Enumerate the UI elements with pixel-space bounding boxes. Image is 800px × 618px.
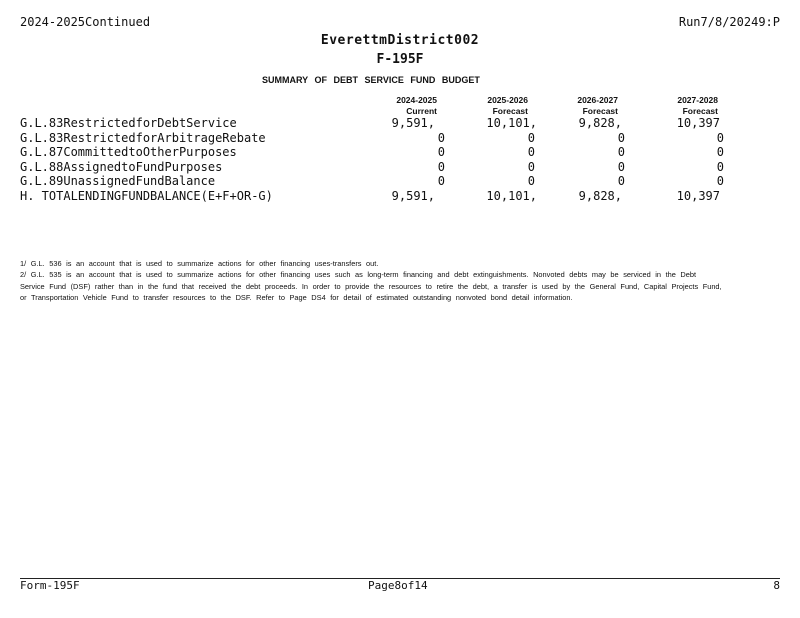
table-cell: 0 (617, 145, 625, 159)
table-cell: 0 (716, 174, 724, 188)
column-type: Current (406, 106, 437, 116)
table-cell: 9,828, (578, 189, 622, 203)
table-cell: 9,591, (391, 116, 435, 130)
footnote-2: 2/ G.L. 535 is an account that is used to summarize actions for other financing uses such as long-term financing and debt extinguishments. Nonvoted debts may be serviced in the Debt Service Fund (DSF) rather than in the fund that received the debt proceeds. In order to provide the resources to retire the debt, a transfer is used by the General Fund, Capital Projects Fund, or Transportation Vehicle Fund to transfer resources to the DSF. Refer to Page DS4 for detail of estimated outstanding nonvoted bond detail information. (20, 270, 722, 303)
column-header-forecast-1 (438, 95, 528, 117)
table-cell: 10,101, (486, 189, 537, 203)
row-label: G.L.83RestrictedforArbitrageRebate (20, 131, 266, 145)
table-cell: 0 (617, 174, 625, 188)
column-type: Forecast (682, 106, 718, 116)
run-timestamp: Run7/8/20249:P (678, 15, 780, 29)
column-year: 2025-2026 (487, 95, 528, 105)
row-label: G.L.88AssignedtoFundPurposes (20, 160, 223, 174)
table-cell: 0 (437, 131, 445, 145)
column-year: 2026-2027 (577, 95, 618, 105)
row-label: G.L.87CommittedtoOtherPurposes (20, 145, 237, 159)
table-cell: 10,101, (486, 116, 537, 130)
footer-page-label: Page8of14 (368, 579, 428, 592)
table-cell: 0 (437, 174, 445, 188)
district-title: EverettmDistrict002 (320, 33, 480, 48)
summary-title: SUMMARY OF DEBT SERVICE FUND BUDGET (262, 75, 480, 85)
table-cell: 0 (716, 145, 724, 159)
row-label: G.L.83RestrictedforDebtService (20, 116, 237, 130)
footer-page-number: 8 (773, 579, 780, 592)
table-cell: 0 (527, 174, 535, 188)
footer-form-label: Form-195F (20, 579, 80, 592)
table-cell: 0 (527, 145, 535, 159)
table-cell: 0 (527, 160, 535, 174)
column-year: 2027-2028 (677, 95, 718, 105)
table-cell: 0 (716, 160, 724, 174)
column-type: Forecast (492, 106, 528, 116)
column-header-forecast-3 (628, 95, 718, 117)
footnote-1: 1/ G.L. 536 is an account that is used to summarize actions for other financing uses-transfers out. (20, 259, 379, 268)
table-cell: 0 (437, 145, 445, 159)
table-cell: 0 (617, 131, 625, 145)
row-label: G.L.89UnassignedFundBalance (20, 174, 216, 188)
column-year: 2024-2025 (396, 95, 437, 105)
table-cell: 0 (617, 160, 625, 174)
form-id: F-195F (376, 52, 424, 67)
column-header-current (347, 95, 437, 117)
continued-label: 2024-2025Continued (20, 15, 151, 29)
table-cell: 9,591, (391, 189, 435, 203)
table-cell: 10,397 (676, 116, 720, 130)
table-cell: 0 (716, 131, 724, 145)
table-cell: 0 (527, 131, 535, 145)
column-type: Forecast (582, 106, 618, 116)
column-header-forecast-2 (528, 95, 618, 117)
row-label: H. TOTALENDINGFUNDBALANCE(E+F+OR-G) (20, 189, 273, 203)
table-cell: 10,397 (676, 189, 720, 203)
table-cell: 0 (437, 160, 445, 174)
table-cell: 9,828, (578, 116, 622, 130)
